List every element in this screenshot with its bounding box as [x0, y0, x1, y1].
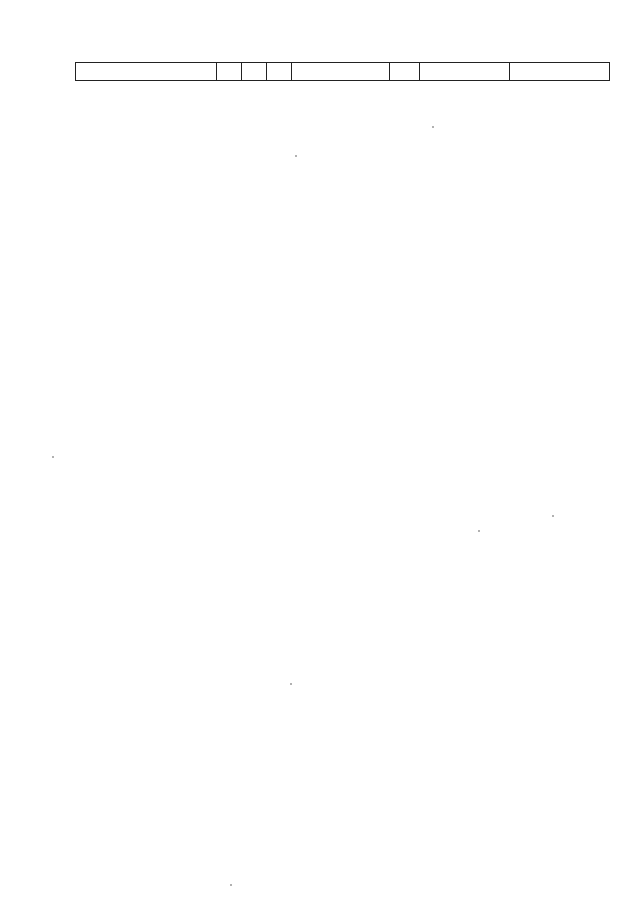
- scan-speck: [432, 126, 434, 128]
- scan-speck: [478, 530, 480, 532]
- scan-speck: [290, 683, 292, 685]
- column-header-1: [76, 63, 217, 81]
- scan-speck: [295, 155, 297, 157]
- scan-speck: [52, 456, 54, 458]
- column-header-5: [292, 63, 390, 81]
- scan-speck: [230, 884, 232, 886]
- column-header-4: [267, 63, 292, 81]
- column-header-2: [217, 63, 242, 81]
- column-header-6: [390, 63, 420, 81]
- column-header-7: [420, 63, 510, 81]
- column-header-row: [76, 63, 610, 81]
- scan-speck: [552, 515, 554, 517]
- column-header-3: [242, 63, 267, 81]
- column-header-table: [75, 62, 610, 81]
- column-header-8: [510, 63, 610, 81]
